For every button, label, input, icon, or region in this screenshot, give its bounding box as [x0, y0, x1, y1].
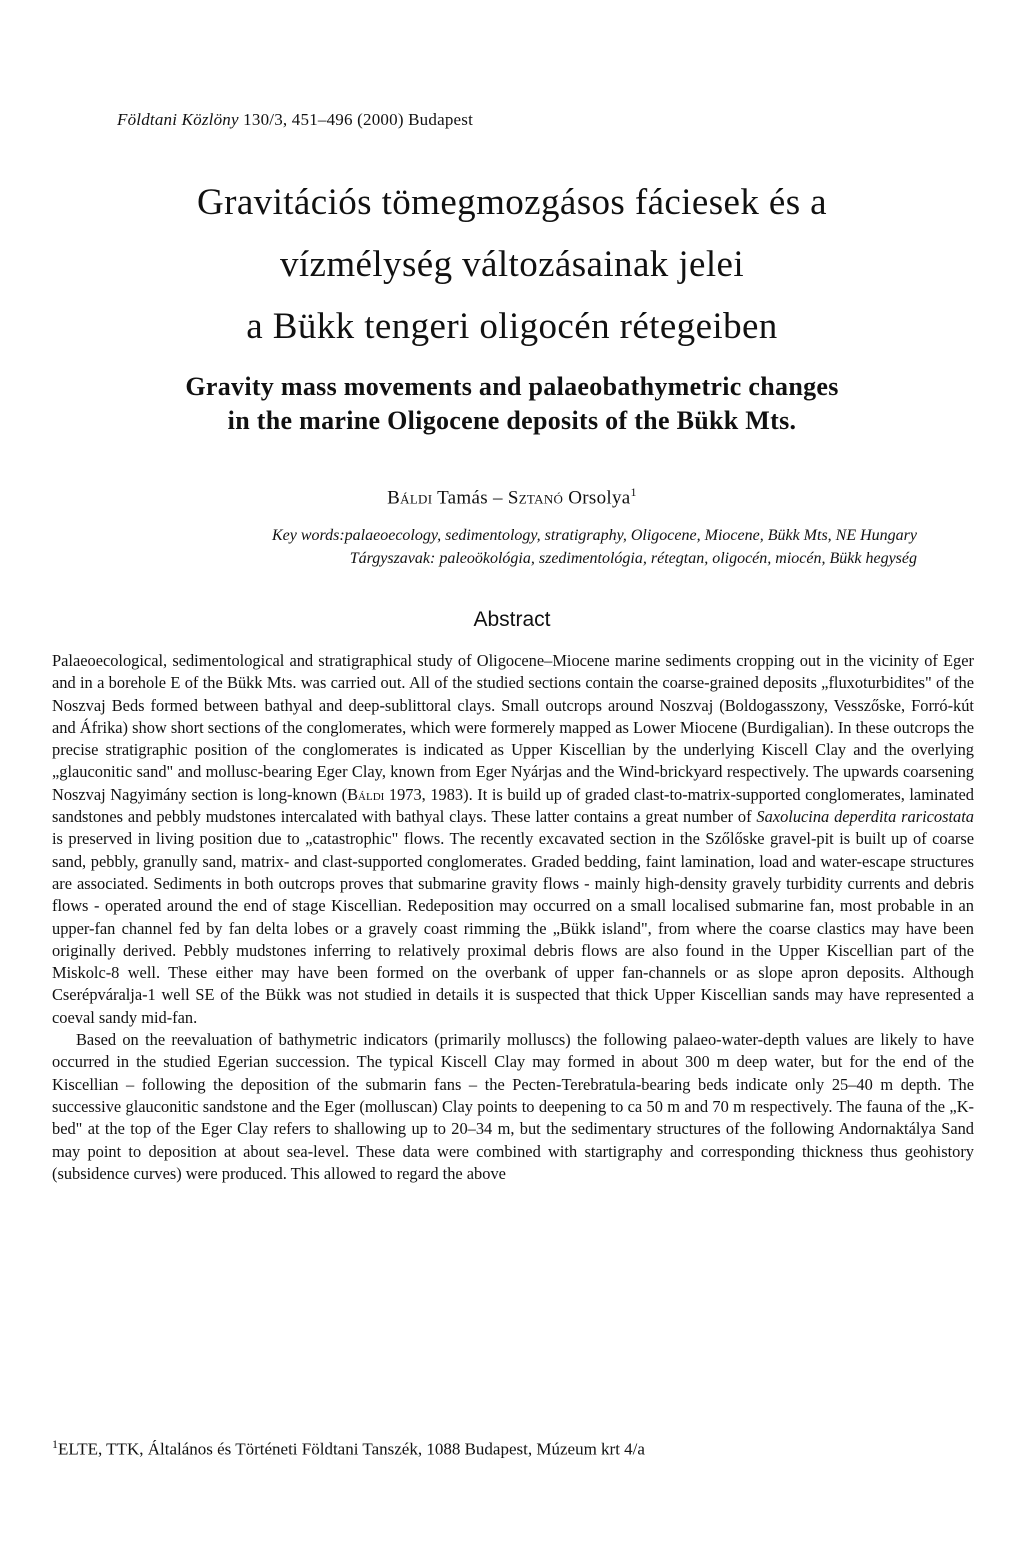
footnote-text: ELTE, TTK, Általános és Történeti Földtani Tanszék, 1088 Budapest, Múzeum krt 4/a: [58, 1439, 645, 1459]
volume-pages-year: 130/3, 451–496 (2000) Budapest: [238, 110, 473, 129]
abstract-text: is preserved in living position due to „catastrophic" flows. The recently excavated section in the Szőlőske gravel-pit is built up of coarse sand, pebbly, granully sand, matrix- and clast-supported conglomerates. Graded bedding, faint lamination, load and water-escape structures are associated. Sediments in both outcrops proves that submarine gravity flows - mainly high-density gravely turbidity currents and debris flows - operated around the end of stage Kiscellian. Redeposition may occurred on a small localised submarine fan, most probable in an upper-fan channel fed by fan delta lobes or a gravely coast rimming the „Bükk island", from where the coarse clastics may have been originally derived. Pebbly mudstones inferring to relatively proximal debris flows are also found in the Upper Kiscellian part of the Miskolc-8 well. These either may have been formed on the overbank of upper fan-channels or as slope apron deposits. Although Cserépváralja-1 well SE of the Bükk was not studied in details it is suspected that thick Upper Kiscellian sands may have represented a coeval sandy mid-fan.: [52, 829, 974, 1027]
abstract-text: Palaeoecological, sedimentological and stratigraphical study of Oligocene–Miocene marine sediments cropping out in the vicinity of Eger and in a borehole E of the Bükk Mts. was carried out. All of the studied sections contain the coarse-grained deposits „fluxoturbidites" of the Noszvaj Beds formed between bathyal and deep-sublittoral clays. Small outcrops around Noszvaj (Boldogasszony, Vesszőske, Forró-kút and Áfrika) show short sections of the conglomerates, which were formerely mapped as Lower Miocene (Burdigalian). In these outcrops the precise stratigraphic position of the conglomerates is indicated as Upper Kiscellian by the underlying Kiscell Clay and the overlying „glauconitic sand" and mollusc-bearing Eger Clay, known from Eger Nyárjas and the Wind-brickyard respectively. The upwards coarsening Noszvaj Nagyimány section is long-known (: [52, 651, 974, 804]
author-1-given: Tamás –: [432, 487, 508, 509]
title-en-line: in the marine Oligocene deposits of the Bükk Mts.: [227, 406, 797, 435]
title-hu-line: a Bükk tengeri oligocén rétegeiben: [246, 306, 778, 347]
taxon-name: Saxolucina deperdita raricostata: [756, 807, 974, 827]
author-2-surname: Sztanó: [507, 487, 564, 509]
footnote-mark: 1: [52, 1437, 58, 1451]
title-hungarian: [60, 172, 964, 358]
abstract-paragraph-2: Based on the reevaluation of bathymetric indicators (primarily molluscs) the following palaeo-water-depth values are likely to have occurred in the studied Egerian succession. The typical Kiscell Clay may formed in about 300 m deep water, but for the end of the Kiscellian – following the deposition of the submarin fans – the Pecten-Terebratula-bearing beds indicate only 25–40 m depth. The successive glauconitic sandstone and the Eger (molluscan) Clay points to deepening to ca 50 m and 70 m respectively. The fauna of the „K-bed" at the top of the Eger Clay refers to shallowing up to 20–34 m, but the sedimentary structures of the following Andornaktálya Sand may point to deposition at about sea-level. These data were combined with startigraphy and corresponding thickness thus geohistory (subsidence curves) were produced. This allowed to regard the above: [52, 1030, 974, 1183]
citation-years: 1973, 1983: [384, 784, 464, 804]
author-line: [60, 485, 964, 509]
author-1-surname: Báldi: [387, 487, 433, 509]
abstract-text: ). It is build up of graded clast-to-matrix-supported conglomerates, laminated sandstones and pebbly mudstones intercalated with bathyal clays. These latter contains a great number of: [52, 784, 974, 827]
title-english: [60, 370, 964, 438]
abstract-heading: Abstract: [473, 608, 551, 631]
journal-citation: [117, 110, 473, 130]
keywords-hungarian: Tárgyszavak: paleoökológia, szedimentológia, rétegtan, oligocén, miocén, Bükk hegység: [349, 550, 917, 567]
title-en-line: Gravity mass movements and palaeobathymetric changes: [185, 372, 839, 401]
author-2-given: Orsolya: [563, 487, 631, 509]
title-hu-line: Gravitációs tömegmozgásos fáciesek és a: [197, 182, 827, 223]
title-hu-line: vízmélység változásainak jelei: [279, 244, 745, 285]
journal-name: Földtani Közlöny: [117, 110, 239, 129]
abstract-paragraph-1: [52, 650, 974, 1029]
keywords-english: Key words:palaeoecology, sedimentology, stratigraphy, Oligocene, Miocene, Bükk Mts, NE Hungary: [271, 527, 917, 544]
keywords-block: [117, 524, 917, 570]
citation-author: Báldi: [347, 784, 385, 804]
abstract-body: [52, 650, 974, 1185]
affiliation-mark: 1: [630, 485, 637, 499]
affiliation-footnote: [52, 1437, 645, 1460]
